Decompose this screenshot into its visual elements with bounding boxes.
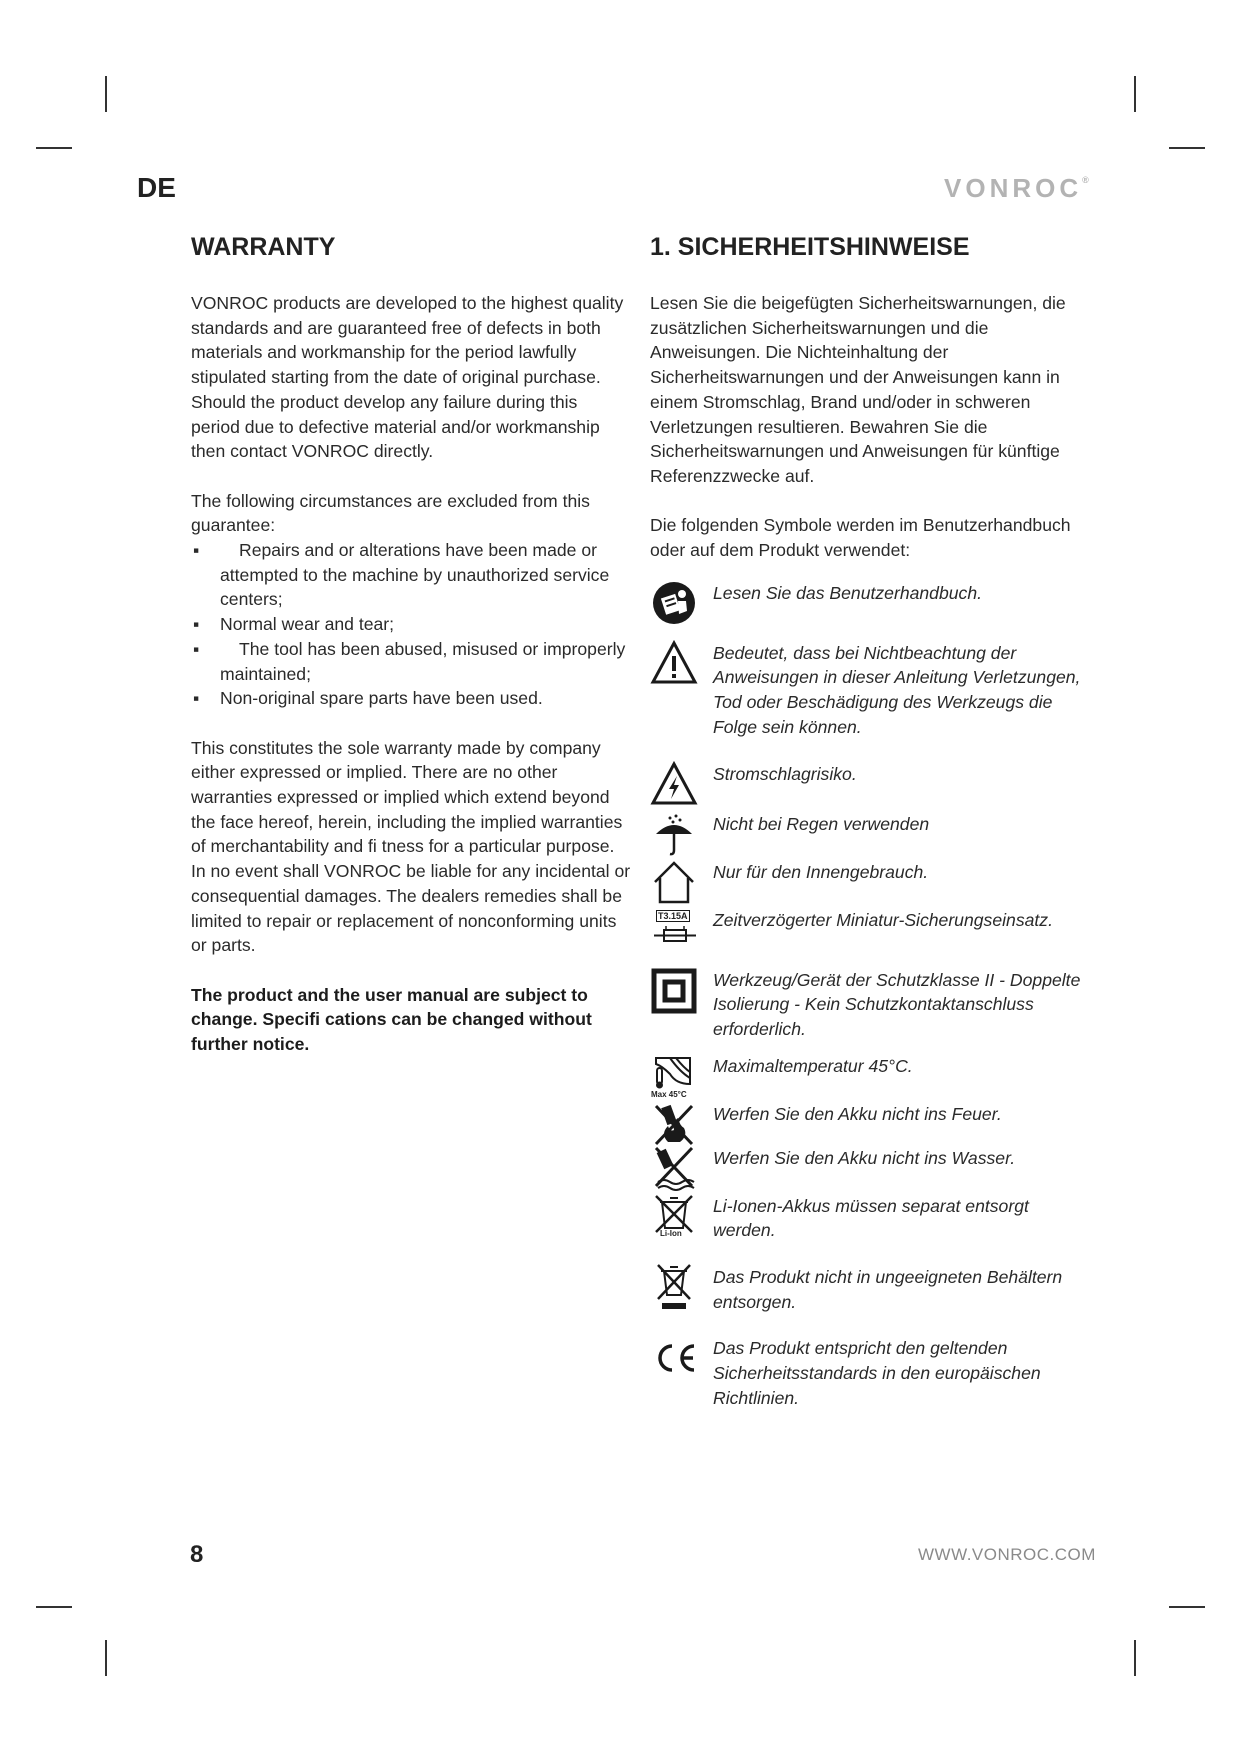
symbol-description: Stromschlagrisiko. xyxy=(713,763,857,784)
symbol-row xyxy=(650,1192,1090,1243)
safety-section xyxy=(650,230,1090,1411)
language-code: DE xyxy=(137,172,176,203)
warranty-title: WARRANTY xyxy=(191,233,336,261)
warning-icon xyxy=(650,639,698,687)
max-temp-label: Max 45°C xyxy=(651,1089,687,1099)
symbol-row xyxy=(650,760,1090,808)
symbol-row xyxy=(650,1263,1090,1314)
page-number: 8 xyxy=(190,1541,204,1568)
sole-warranty-text: This constitutes the sole warranty made by company either expressed or implied. There are no other warranties expressed or implied which extend beyond the face hereof, herein, including the implied warranties of merchantability and fi tness for a particular purpose. In no event shall VONROC be liable for any incidental or consequential damages. The dealers remedies shall be limited to repair or replacement of nonconforming units or parts. xyxy=(191,737,631,956)
warranty-intro: VONROC products are developed to the highest quality standards and are guaranteed free of defects in both materials and workmanship for the period lawfully stipulated starting from the date of original purchase. Should the product develop any failure during this period due to defective material and/or workmanship then contact VONROC directly. xyxy=(191,293,624,462)
website-link[interactable]: WWW.VONROC.COM xyxy=(918,1545,1096,1564)
symbol-description: Lesen Sie das Benutzerhandbuch. xyxy=(713,582,982,603)
crop-mark xyxy=(1169,1606,1205,1608)
symbols-intro: Die folgenden Symbole werden im Benutzerhandbuch oder auf dem Produkt verwendet: xyxy=(650,515,1071,561)
list-item: ▪ Non-original spare parts have been used. xyxy=(193,688,543,709)
brand-name: VONROC xyxy=(944,173,1083,203)
crop-mark xyxy=(36,1606,72,1608)
class-ii-icon xyxy=(650,966,698,1014)
electric-shock-icon xyxy=(650,760,698,808)
symbol-row xyxy=(650,906,1090,954)
list-item: ▪ The tool has been abused, misused or improperly maintained; xyxy=(193,638,626,684)
max-temperature-icon xyxy=(650,1052,698,1100)
brand-registered-mark: ® xyxy=(1082,175,1089,185)
symbol-row xyxy=(650,810,1090,858)
symbol-row xyxy=(650,579,1090,627)
symbol-description: Nicht bei Regen verwenden xyxy=(713,813,930,834)
symbol-row xyxy=(650,1334,1090,1410)
symbol-description: Werkzeug/Gerät der Schutzklasse II - Doppelte Isolierung - Kein Schutzkontaktanschluss erforderlich. xyxy=(713,969,1081,1039)
ce-mark-icon xyxy=(650,1334,698,1382)
crop-mark xyxy=(1134,1640,1136,1676)
no-rain-icon xyxy=(650,810,698,858)
exclusions-intro: The following circumstances are excluded from this guarantee: xyxy=(191,490,590,536)
brand-logo xyxy=(944,173,1089,204)
li-ion-label: Li-Ion xyxy=(660,1228,682,1238)
crop-mark xyxy=(105,1640,107,1676)
fuse-icon xyxy=(650,906,698,954)
symbol-description: Maximaltemperatur 45°C. xyxy=(713,1055,913,1076)
crop-mark xyxy=(1169,147,1205,149)
li-ion-disposal-icon xyxy=(650,1192,698,1240)
exclusions-list xyxy=(191,538,631,711)
weee-disposal-icon xyxy=(650,1263,698,1311)
symbol-row xyxy=(650,1100,1090,1148)
list-item: ▪ Normal wear and tear; xyxy=(193,614,395,635)
crop-mark xyxy=(1134,76,1136,112)
safety-intro: Lesen Sie die beigefügten Sicherheitswarnungen, die zusätzlichen Sicherheitswarnungen und die Anweisungen. Die Nichteinhaltung der Sicherheitswarnungen und der Anweisungen kann in einem Stromschlag, Brand und/oder in schweren Verletzungen resultieren. Bewahren Sie die Sicherheitswarnungen und Anweisungen für künftige Referenzzwecke auf. xyxy=(650,293,1066,486)
symbol-description: Bedeutet, dass bei Nichtbeachtung der Anweisungen in dieser Anleitung Verletzungen, Tod oder Beschädigung des Werkzeugs die Folge sein können. xyxy=(713,642,1081,737)
symbol-description: Nur für den Innengebrauch. xyxy=(713,861,929,882)
no-water-icon xyxy=(650,1144,698,1192)
symbol-row xyxy=(650,1052,1090,1100)
symbol-description: Zeitverzögerter Miniatur-Sicherungseinsatz. xyxy=(713,909,1053,930)
crop-mark xyxy=(105,76,107,112)
list-item: ▪ Repairs and or alterations have been made or attempted to the machine by unauthorized service centers; xyxy=(193,540,610,610)
symbol-row xyxy=(650,966,1090,1042)
safety-title: 1. SICHERHEITSHINWEISE xyxy=(650,233,970,261)
symbol-description: Werfen Sie den Akku nicht ins Wasser. xyxy=(713,1147,1016,1168)
symbol-row xyxy=(650,1144,1090,1192)
symbol-description: Das Produkt nicht in ungeeigneten Behältern entsorgen. xyxy=(713,1267,1063,1312)
indoor-use-icon xyxy=(650,858,698,906)
warranty-section xyxy=(191,230,631,1057)
symbol-description: Das Produkt entspricht den geltenden Sicherheitsstandards in den europäischen Richtlinien. xyxy=(713,1338,1041,1408)
symbol-row xyxy=(650,858,1090,906)
fuse-rating-label: T3.15A xyxy=(658,910,688,921)
crop-mark xyxy=(36,147,72,149)
read-manual-icon xyxy=(650,579,698,627)
change-notice: The product and the user manual are subject to change. Specifi cations can be changed without further notice. xyxy=(191,984,592,1055)
symbol-row xyxy=(650,639,1090,740)
no-fire-icon xyxy=(650,1100,698,1148)
symbol-description: Li-Ionen-Akkus müssen separat entsorgt werden. xyxy=(713,1195,1029,1241)
symbol-description: Werfen Sie den Akku nicht ins Feuer. xyxy=(713,1103,1002,1124)
